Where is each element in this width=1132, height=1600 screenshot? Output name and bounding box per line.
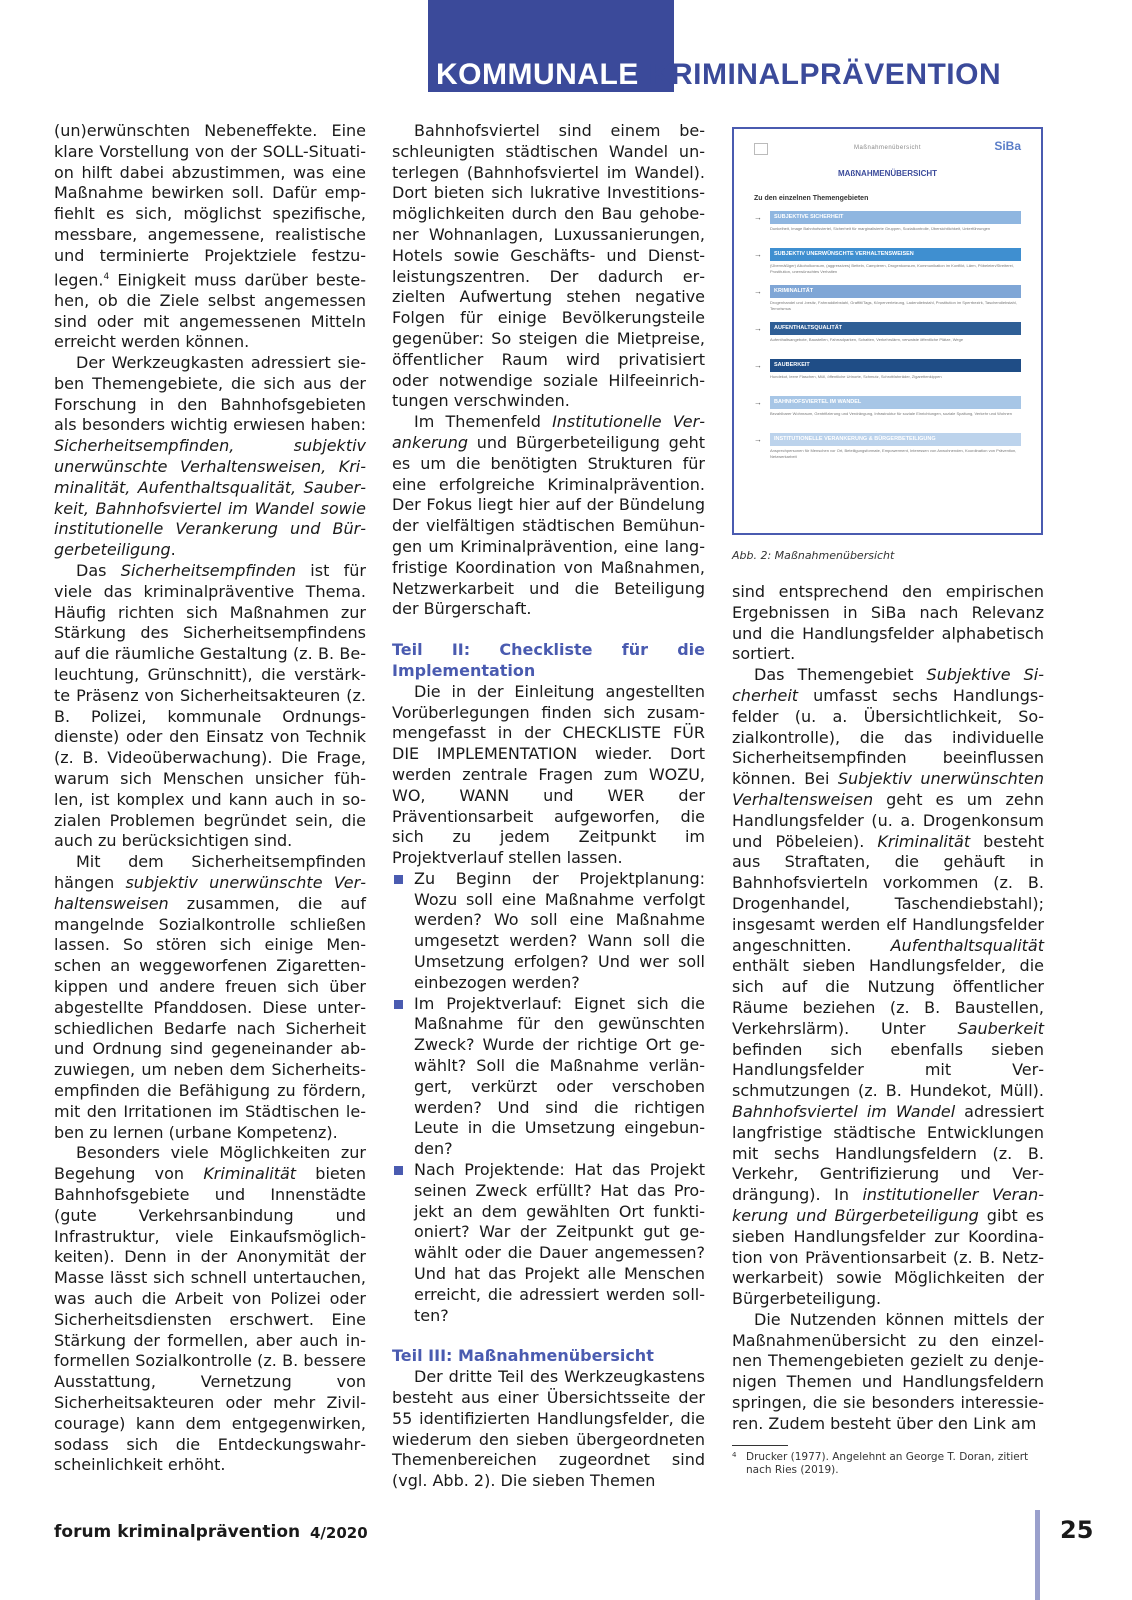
section-title: [436, 58, 1001, 92]
figure-topic-label: AUFENTHALTSQUALITÄT: [770, 322, 1021, 335]
text: befinden sich ebenfalls sieben Handlungsfelder mit Verschmutzungen (z. B. Hundekot, Müll).: [732, 1039, 1044, 1101]
text: Das: [76, 561, 121, 581]
text: Nach Projektende: Hat das Projekt seinen Zweck erfüllt? Hat das Projekt an dem gewählten Ort funktioniert? War der Zeitpunkt gut gewählt oder die Dauer angemessen? Und hat das Projekt alle Menschen erreicht, die adressiert werden sollten?: [414, 1160, 705, 1325]
arrow-right-icon: →: [754, 398, 762, 407]
figure-topic-description: Aufenthaltsangebote, Baustellen, Fahrradparken, Schatten, Verkehrslärm, verwaiste öffentliche Plätze, Wege: [770, 337, 964, 342]
emphasis: Kriminalität: [203, 1164, 297, 1184]
arrow-right-icon: →: [754, 287, 762, 296]
footnote-rule: [732, 1445, 788, 1446]
section-title-word2: KRIMINALPRÄVENTION: [648, 58, 1002, 91]
emphasis: Subjektiv unerwünschten Verhaltensweisen: [732, 769, 1044, 809]
text: und Bürgerbeteiligung geht es um die benötigten Strukturen für eine erfolgreiche Kriminalprävention. Der Fokus liegt hier auf der Bündelung der vielfältigen städtischen Bemühungen um Kriminalprävention, eine langfristige Koordination von Maßnahmen, Netzwerkarbeit und die Beteiligung der Bürgerschaft.: [392, 432, 705, 619]
bullet-square-icon: [394, 875, 403, 884]
paragraph: Der dritte Teil des Werkzeugkastens besteht aus einer Übersichtsseite der 55 identifizierten Handlungsfelder, die wiederum den sieben übergeordneten Themenbereichen zugeordnet sind (vgl. Abb. 2). Die sieben Themen: [392, 1367, 705, 1491]
section-heading: Teil III: Maßnahmenübersicht: [392, 1346, 654, 1366]
figure-topic-label: INSTITUTIONELLE VERANKERUNG & BÜRGERBETEILIGUNG: [770, 433, 1021, 446]
checklist: [392, 869, 705, 1327]
text: .: [170, 540, 176, 560]
emphasis: Institutionelle Verankerung: [392, 412, 705, 452]
issue-number: 4/2020: [310, 1524, 368, 1542]
figure-topic-row: [754, 285, 1021, 322]
figure-topic-description: Ansprechpersonen für Menschen vor Ort, Beteiligungsformate, Empowerment, Interessen von Anwohnenden, Koordination von Prävention, Netzwerkarbeit: [770, 448, 1017, 459]
figure-top-label: Maßnahmenübersicht: [853, 145, 922, 151]
text: Einigkeit muss darüber bestehen, ob die Ziele selbst angemessen sind oder mit angemessenen Mitteln erreicht werden können.: [54, 269, 366, 352]
footnote: [732, 1451, 1032, 1477]
paragraph: [732, 665, 1044, 1310]
emphasis: Aufenthaltsqualität: [890, 935, 1044, 955]
figure-caption: Abb. 2: Maßnahmenübersicht: [732, 549, 895, 562]
emphasis: Sicherheitsempfinden: [120, 561, 296, 581]
figure-topic-description: Bezahlbarer Wohnraum, Gentrifizierung und Verdrängung, Infrastruktur für soziale Einrichtungen, soziale Spaltung, Verkehr und Wohnen: [770, 411, 1012, 416]
list-item: [392, 869, 705, 994]
paragraph: sind entsprechend den empirischen Ergebnissen in SiBa nach Relevanz und die Handlungsfelder alphabetisch sortiert.: [732, 582, 1044, 664]
figure-content: [754, 139, 1021, 523]
list-item: [392, 1160, 705, 1326]
text: Mit dem Sicherheitsempfinden hängen: [54, 852, 366, 893]
paragraph: [54, 1143, 366, 1476]
figure-topic-row: [754, 396, 1021, 433]
text: Besonders viele Möglichkeiten zur Begehung von: [54, 1143, 366, 1184]
footnote-ref: 4: [103, 271, 110, 282]
footnote-number: 4: [732, 1451, 737, 1459]
siba-logo: SiBa: [994, 139, 1021, 153]
column-3: [732, 582, 1044, 1435]
figure-topic-list: [754, 211, 1021, 470]
text: umfasst sechs Handlungsfelder (u. a. Übersichtlichkeit, Sozialkontrolle), die das individuelle Sicherheitsempfinden beeinflussen können. Bei: [732, 685, 1044, 789]
text: adressiert langfristige städtische Entwicklungen mit sechs Handlungsfeldern (z. B. Verkehr, Gentrifizierung und Verdrängung). In: [732, 1101, 1044, 1205]
footnote-text: Drucker (1977). Angelehnt an George T. Doran, zitiert nach Ries (2019).: [746, 1451, 1029, 1476]
arrow-right-icon: →: [754, 435, 762, 444]
text: Zu Beginn der Projektplanung: Wozu soll eine Maßnahme verfolgt werden? Wo soll eine Maßnahme umgesetzt werden? Wann soll die Umsetzung erfolgen? Und wer soll einbezogen werden?: [414, 868, 705, 992]
emphasis: subjektiv unerwünschte Verhaltensweisen: [54, 873, 366, 913]
figure-topic-description: Dunkelheit, Image Bahnhofsviertel, Sicherheit für marginalisierte Gruppen, Sozialkontrolle, Übersichtlichkeit, Unterführungen: [770, 226, 991, 231]
list-item: [392, 994, 705, 1160]
text: Im Projektverlauf: Eignet sich die Maßnahme für den gewünschten Zweck? Wurde der richtige Ort gewählt? Soll die Maßnahme verlängert, verkürzt oder verschoben werden? Und sind die richtigen Leute in die Umsetzung eingebunden?: [414, 993, 705, 1159]
paragraph: [392, 412, 705, 620]
figure-topic-description: (Übermäßiger) Alkoholkonsum, (aggressives) Betteln, Campieren, Drogenkonsum, Kommunikation im Konflikt, Lärm, Pöbeleien/Streiterei, Prostitution, unerwünschtes Verhalten: [770, 263, 1014, 274]
text: enthält sieben Handlungsfelder, die sich auf die Nutzung öffentlicher Räume beziehen (z. B. Baustellen, Verkehrslärm). Unter: [732, 956, 1044, 1038]
text: Das Themengebiet: [754, 665, 927, 685]
paragraph: [54, 852, 366, 1143]
text: Der Werkzeugkasten adressiert sieben Themengebiete, die sich aus der Forschung in den Bahnhofsgebieten als besonders wichtig erwiesen haben:: [54, 353, 366, 435]
paragraph: [54, 561, 366, 852]
bullet-square-icon: [394, 1166, 403, 1175]
arrow-right-icon: →: [754, 213, 762, 222]
figure-topic-description: Hundekot, leere Flaschen, Müll, öffentliche Urinorte, Schmutz, Schrottfahrräder, Zigarettenkippen: [770, 374, 942, 379]
arrow-right-icon: →: [754, 324, 762, 333]
figure-title: MAßNAHMENÜBERSICHT: [837, 169, 938, 178]
section-heading: Teil II: Checkliste für die Implementation: [392, 640, 705, 680]
text: bieten Bahnhofsgebiete und Innenstädte (gute Verkehrsanbindung und Infrastruktur, viele Einkaufsmöglichkeiten). Denn in der Anonymität der Masse lässt sich schnell untertauchen, was auch die Arbeit von Polizei oder Sicherheitsdiensten erschwert. Eine Stärkung der formellen, aber auch informellen Sozialkontrolle (z. B. bessere Ausstattung, Vernetzung von Sicherheitsakteuren oder mehr Zivilcourage) kann dem entgegenwirken, sodass sich die Entdeckungswahrscheinlichkeit erhöht.: [54, 1164, 367, 1475]
footer-accent-line: [1035, 1510, 1040, 1600]
figure-topic-description: Drogenhandel und -besitz, Fahrraddiebstahl, Graffiti/Tags, Körperverletzung, Ladendiebstahl, Prostitution im Sperrbezirk, Taschendiebstahl, Terrorismus: [770, 300, 1017, 311]
column-1: [54, 121, 366, 1476]
text: (un)erwünschten Nebeneffekte. Eine klare Vorstellung von der SOLL-Situation hilft dabei abzustimmen, was eine Maßnahme bewirken soll. Dafür empfiehlt es sich, möglichst spezifische, messbare, angemessene, realistische und terminierte Projektziele festzulegen.: [54, 121, 366, 289]
emphasis: Bahnhofsviertel im Wandel: [732, 1101, 956, 1121]
figure-topic-label: BAHNHOFSVIERTEL IM WANDEL: [770, 396, 1021, 409]
page-number: 25: [1060, 1516, 1094, 1544]
figure-topic-row: [754, 211, 1021, 248]
text: Im Themenfeld: [414, 412, 553, 432]
emphasis: institutioneller Verankerung und Bürgerbeteiligung: [732, 1185, 1044, 1225]
paragraph: [54, 353, 366, 561]
figure-subtitle: Zu den einzelnen Themengebieten: [754, 195, 869, 202]
figure-topic-label: SAUBERKEIT: [770, 359, 1021, 372]
text: besteht aus Straftaten, die gehäuft in Bahnhofsvierteln vorkommen (z. B. Drogenhandel, Taschendiebstahl); insgesamt werden elf Handlungsfelder angeschnitten.: [732, 831, 1045, 955]
magazine-name: forum kriminalprävention: [54, 1522, 301, 1542]
column-2: [392, 121, 705, 1492]
emphasis: Kriminalität: [877, 831, 971, 851]
paragraph: [54, 121, 366, 353]
figure-massnahmen: [732, 127, 1043, 535]
document-icon: [754, 143, 768, 155]
paragraph: Bahnhofsviertel sind einem beschleunigten städtischen Wandel unterlegen (Bahnhofsviertel im Wandel). Dort bieten sich lukrative Investitionsmöglichkeiten durch den Bau gehobener Wohnanlagen, Luxussanierungen, Hotels sowie Geschäfts- und Dienstleistungszentren. Der dadurch erzielten Aufwertung stehen negative Folgen für einige Bevölkerungsteile gegenüber: So steigen die Mietpreise, öffentlicher Raum wird privatisiert oder notwendige soziale Hilfeeinrichtungen verschwinden.: [392, 121, 705, 411]
bullet-square-icon: [394, 1000, 403, 1009]
figure-topic-row: [754, 248, 1021, 285]
text: zusammen, die auf mangelnde Sozialkontrolle schließen lassen. So stören sich einige Menschen an weggeworfenen Zigarettenkippen und andere freuen sich über abgestellte Pfanddosen. Diese unterschiedlichen Bedarfe nach Sicherheit und Ordnung sind gegeneinander abzuwiegen, um neben dem Sicherheitsempfinden die Befähigung zu fördern, mit den Irritationen im Städtischen leben zu lernen (urbane Kompetenz).: [54, 893, 366, 1142]
text: geht es um zehn Handlungsfelder (u. a. Drogenkonsum und Pöbeleien).: [732, 789, 1044, 851]
emphasis: Sauberkeit: [957, 1018, 1044, 1038]
arrow-right-icon: →: [754, 361, 762, 370]
figure-topic-label: SUBJEKTIV UNERWÜNSCHTE VERHALTENSWEISEN: [770, 248, 1021, 261]
emphasis: Subjektive Sicherheit: [732, 665, 1044, 705]
paragraph: Die in der Einleitung angestellten Vorüberlegungen finden sich zusammengefasst in der CHECKLISTE FÜR DIE IMPLEMENTATION wieder. Dort werden zentrale Fragen zum WOZU, WO, WANN und WER der Präventionsarbeit aufgeworfen, die sich zu jedem Zeitpunkt im Projektverlauf stellen lassen.: [392, 681, 705, 868]
figure-topic-row: [754, 433, 1021, 470]
figure-topic-label: KRIMINALITÄT: [770, 285, 1021, 298]
text: gibt es sieben Handlungsfelder zur Koordination von Präventionsarbeit (z. B. Netzwerkarbeit) sowie Möglichkeiten der Bürgerbeteiligung.: [732, 1205, 1044, 1309]
paragraph: Die Nutzenden können mittels der Maßnahmenübersicht zu den einzelnen Themengebieten gezielt zu denjenigen Themen und Handlungsfeldern springen, die sie besonders interessieren. Zudem besteht über den Link am: [732, 1309, 1044, 1433]
arrow-right-icon: →: [754, 250, 762, 259]
figure-topic-label: SUBJEKTIVE SICHERHEIT: [770, 211, 1021, 224]
emphasis: Sicherheitsempfinden, subjektiv unerwünschte Verhaltensweisen, Kriminalität, Aufenthaltsqualität, Sauberkeit, Bahnhofsviertel im Wandel sowie institutionelle Verankerung und Bürgerbeteiligung: [54, 436, 366, 560]
text: ist für viele das kriminalpräventive Thema. Häufig richten sich Maßnahmen zur Stärkung des Sicherheitsempfindens auf die räumliche Gestaltung (z. B. Beleuchtung, Grünschnitt), die verstärkte Präsenz von Sicherheitsakteuren (z. B. Polizei, kommunale Ordnungsdienste) oder den Einsatz von Technik (z. B. Videoüberwachung). Die Frage, warum sich Menschen unsicher fühlen, ist komplex und kann auch in sozialen Problemen begründet sein, die auch zu berücksichtigen sind.: [54, 561, 367, 851]
figure-topic-row: [754, 359, 1021, 396]
section-title-word1: KOMMUNALE: [436, 58, 639, 91]
figure-topic-row: [754, 322, 1021, 359]
